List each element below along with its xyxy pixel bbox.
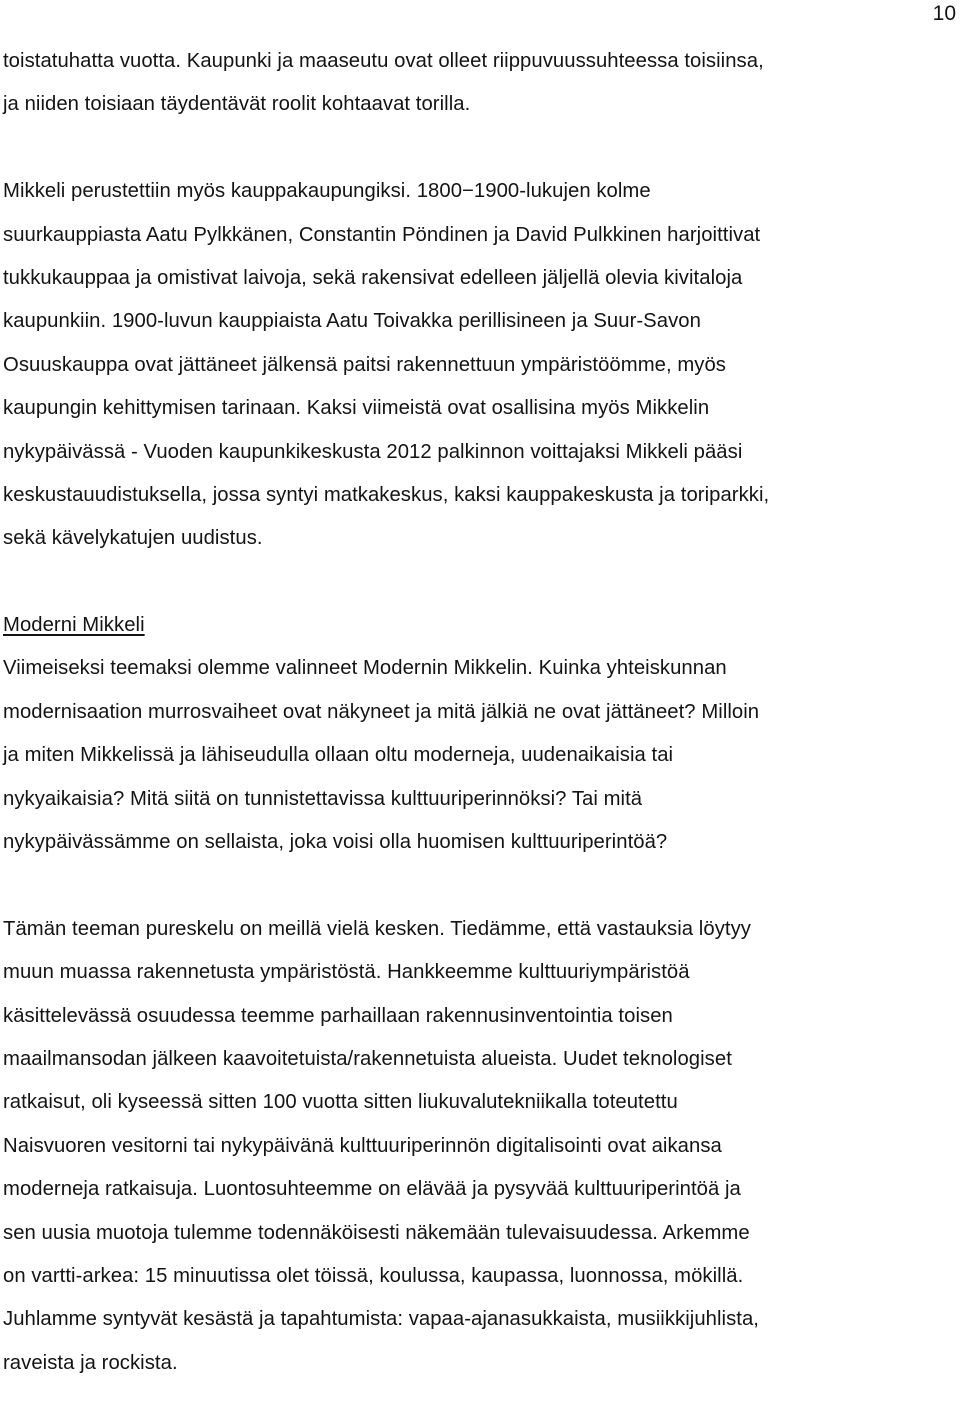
text-line: raveista ja rockista. [3,1351,178,1374]
paragraph-1 [3,40,955,127]
paragraph-4 [3,908,955,1385]
text-line: modernisaation murrosvaiheet ovat näkyneet ja mitä jälkiä ne ovat jättäneet? Milloin [3,700,760,723]
text-line: Naisvuoren vesitorni tai nykypäivänä kulttuuriperinnön digitalisointi ovat aikansa [3,1134,722,1157]
paragraph-3 [3,604,955,864]
text-line: Juhlamme syntyvät kesästä ja tapahtumista: vapaa-ajanasukkaista, musiikkijuhlista, [3,1308,759,1331]
text-line: nykypäivässämme on sellaista, joka voisi olla huomisen kulttuuriperintöä? [3,831,668,854]
text-line: Tämän teeman pureskelu on meillä vielä kesken. Tiedämme, että vastauksia löytyy [3,917,751,940]
text-line: kaupungin kehittymisen tarinaan. Kaksi viimeistä ovat osallisina myös Mikkelin [3,397,710,420]
text-line: sekä kävelykatujen uudistus. [3,527,263,550]
text-line: ja niiden toisiaan täydentävät roolit kohtaavat torilla. [3,93,471,116]
text-line: Mikkeli perustettiin myös kauppakaupungiksi. 1800−1900-lukujen kolme [3,180,651,203]
text-line: käsittelevässä osuudessa teemme parhaillaan rakennusinventointia toisen [3,1004,673,1027]
paragraph-gap [3,864,955,907]
text-line: kaupunkiin. 1900-luvun kauppiaista Aatu Toivakka perillisineen ja Suur-Savon [3,310,701,333]
text-line: Viimeiseksi teemaksi olemme valinneet Modernin Mikkelin. Kuinka yhteiskunnan [3,657,727,680]
page-number: 10 [932,2,956,25]
text-line: muun muassa rakennetusta ympäristöstä. Hankkeemme kulttuuriympäristöä [3,961,690,984]
text-line: on vartti-arkea: 15 minuutissa olet töissä, koulussa, kaupassa, luonnossa, mökillä. [3,1264,744,1287]
section-heading: Moderni Mikkeli [3,614,145,637]
paragraph-gap [3,561,955,604]
text-line: suurkauppiasta Aatu Pylkkänen, Constantin Pöndinen ja David Pulkkinen harjoittivat [3,223,761,246]
document-body [3,40,955,1385]
text-line: tukkukauppaa ja omistivat laivoja, sekä rakensivat edelleen jäljellä olevia kivitaloja [3,266,743,289]
text-line: nykyaikaisia? Mitä siitä on tunnistettavissa kulttuuriperinnöksi? Tai mitä [3,787,643,810]
text-line: ratkaisut, oli kyseessä sitten 100 vuotta sitten liukuvalutekniikalla toteutettu [3,1091,678,1114]
paragraph-gap [3,127,955,170]
text-line: toistatuhatta vuotta. Kaupunki ja maaseutu ovat olleet riippuvuussuhteessa toisiinsa, [3,50,764,72]
paragraph-2 [3,170,955,561]
text-line: keskustauudistuksella, jossa syntyi matkakeskus, kaksi kauppakeskusta ja toriparkki, [3,483,770,506]
text-line: nykypäivässä - Vuoden kaupunkikeskusta 2012 palkinnon voittajaksi Mikkeli pääsi [3,440,743,463]
text-line: ja miten Mikkelissä ja lähiseudulla ollaan oltu moderneja, uudenaikaisia tai [3,744,674,767]
text-line: Osuuskauppa ovat jättäneet jälkensä paitsi rakennettuun ympäristöömme, myös [3,353,726,376]
text-line: moderneja ratkaisuja. Luontosuhteemme on elävää ja pysyvää kulttuuriperintöä ja [3,1178,741,1201]
text-line: sen uusia muotoja tulemme todennäköisesti näkemään tulevaisuudessa. Arkemme [3,1221,750,1244]
text-line: maailmansodan jälkeen kaavoitetuista/rakennetuista alueista. Uudet teknologiset [3,1047,732,1070]
